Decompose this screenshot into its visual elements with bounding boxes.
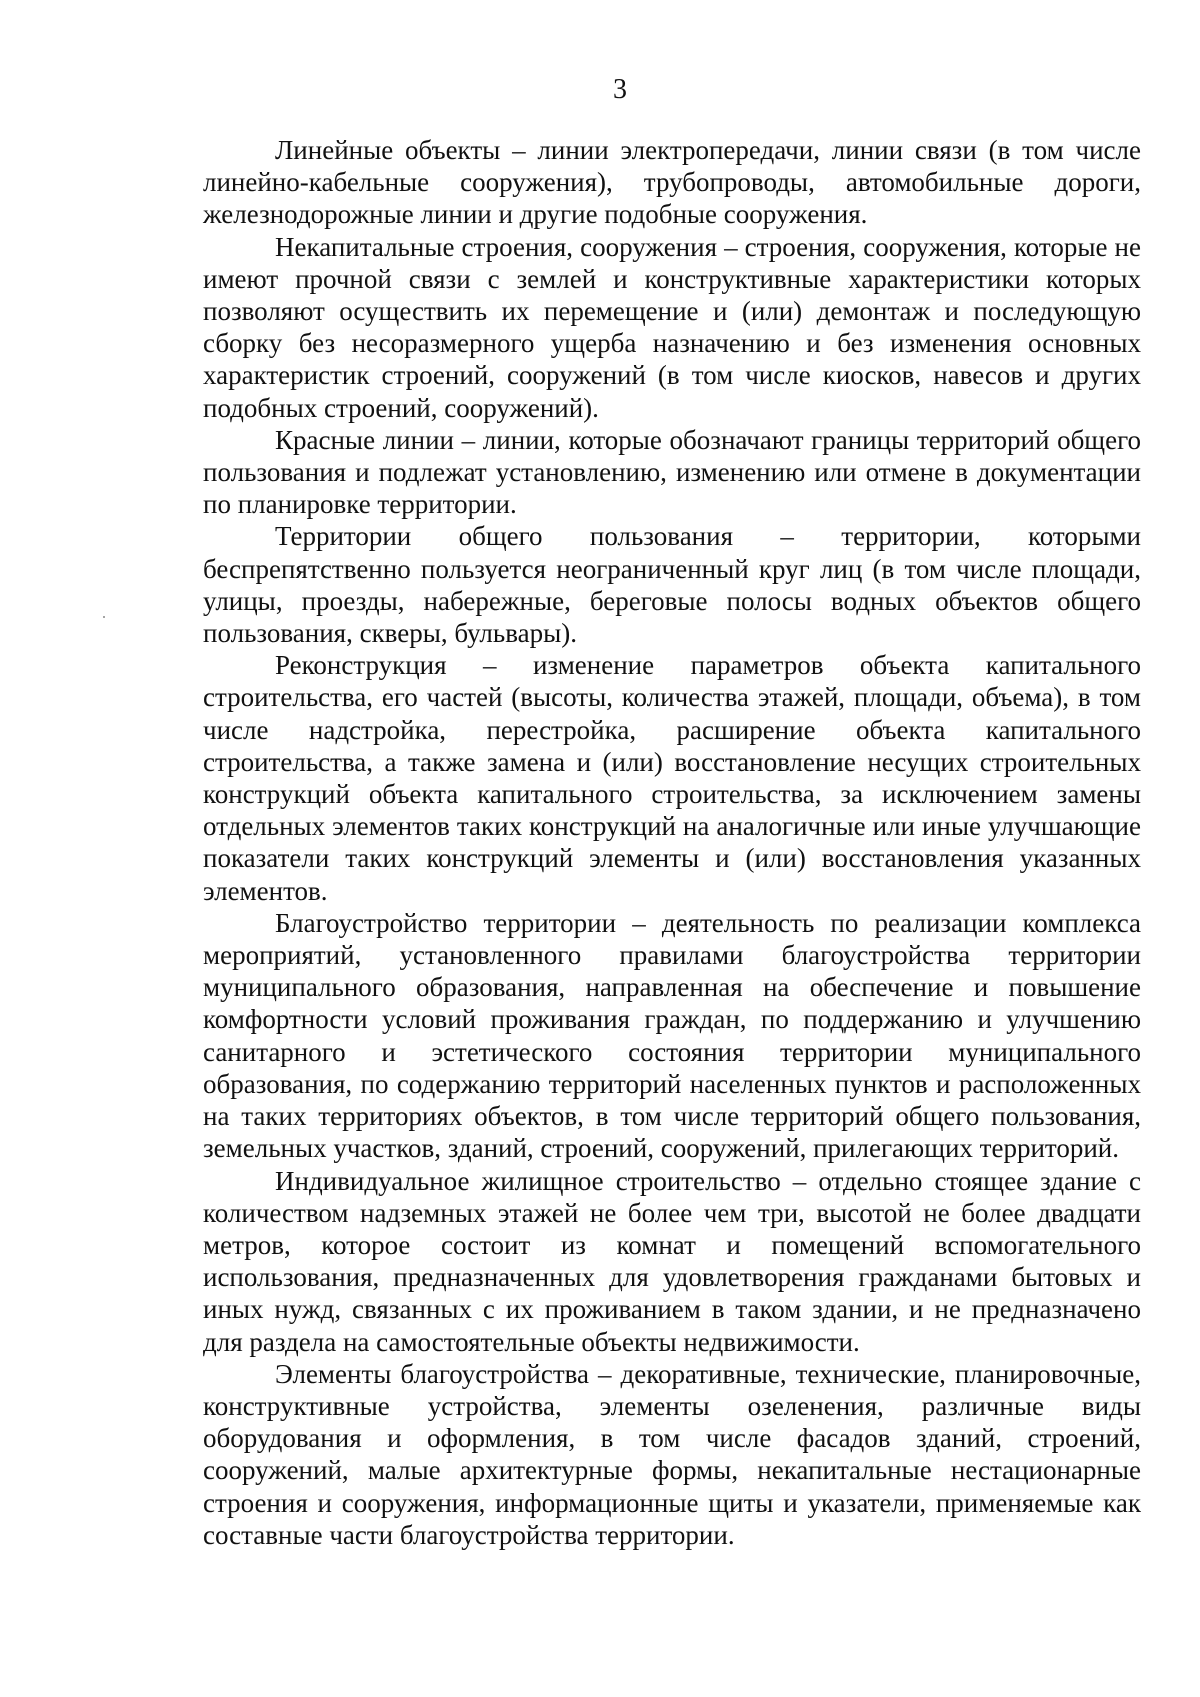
page-number: 3	[613, 74, 627, 105]
scan-speck	[103, 616, 105, 618]
paragraph-landscaping-elements: Элементы благоустройства – декоративные, технические, планировочные, конструктивные устройства, элементы озеленения, различные виды оборудования и оформления, в том числе фасадов зданий, строений, сооружений, малые архитектурные формы, некапитальные нестационарные строения и сооружения, информационные щиты и указатели, применяемые как составные части благоустройства территории.	[203, 1358, 1141, 1550]
paragraph-landscaping: Благоустройство территории – деятельность по реализации комплекса мероприятий, установленного правилами благоустройства территории муниципального образования, направленная на обеспечение и повышение комфортности условий проживания граждан, по поддержанию и улучшению санитарного и эстетического состояния территории муниципального образования, по содержанию территорий населенных пунктов и расположенных на таких территориях объектов, в том числе территорий общего пользования, земельных участков, зданий, строений, сооружений, прилегающих территорий.	[203, 907, 1141, 1164]
paragraph-red-lines: Красные линии – линии, которые обозначают границы территорий общего пользования и подлежат установлению, изменению или отмене в документации по планировке территории.	[203, 424, 1141, 520]
paragraph-individual-housing: Индивидуальное жилищное строительство – отдельно стоящее здание с количеством надземных этажей не более чем три, высотой не более двадцати метров, которое состоит из комнат и помещений вспомогательного использования, предназначенных для удовлетворения гражданами бытовых и иных нужд, связанных с их проживанием в таком здании, и не предназначено для раздела на самостоятельные объекты недвижимости.	[203, 1165, 1141, 1357]
paragraph-reconstruction: Реконструкция – изменение параметров объекта капитального строительства, его частей (высоты, количества этажей, площади, объема), в том числе надстройка, перестройка, расширение объекта капитального строительства, а также замена и (или) восстановление несущих строительных конструкций объекта капитального строительства, за исключением замены отдельных элементов таких конструкций на аналогичные или иные улучшающие показатели таких конструкций элементы и (или) восстановления указанных элементов.	[203, 650, 1141, 906]
paragraph-non-capital-structures: Некапитальные строения, сооружения – строения, сооружения, которые не имеют прочной связи с землей и конструктивные характеристики которых позволяют осуществить их перемещение и (или) демонтаж и последующую сборку без несоразмерного ущерба назначению и без изменения основных характеристик строений, сооружений (в том числе киосков, навесов и других подобных строений, сооружений).	[203, 231, 1141, 423]
document-body	[203, 134, 1141, 1551]
paragraph-linear-objects: Линейные объекты – линии электропередачи, линии связи (в том числе линейно-кабельные сооружения), трубопроводы, автомобильные дороги, железнодорожные линии и другие подобные сооружения.	[203, 135, 1141, 230]
paragraph-public-territories: Территории общего пользования – территории, которыми беспрепятственно пользуется неограниченный круг лиц (в том числе площади, улицы, проезды, набережные, береговые полосы водных объектов общего пользования, скверы, бульвары).	[203, 521, 1141, 649]
